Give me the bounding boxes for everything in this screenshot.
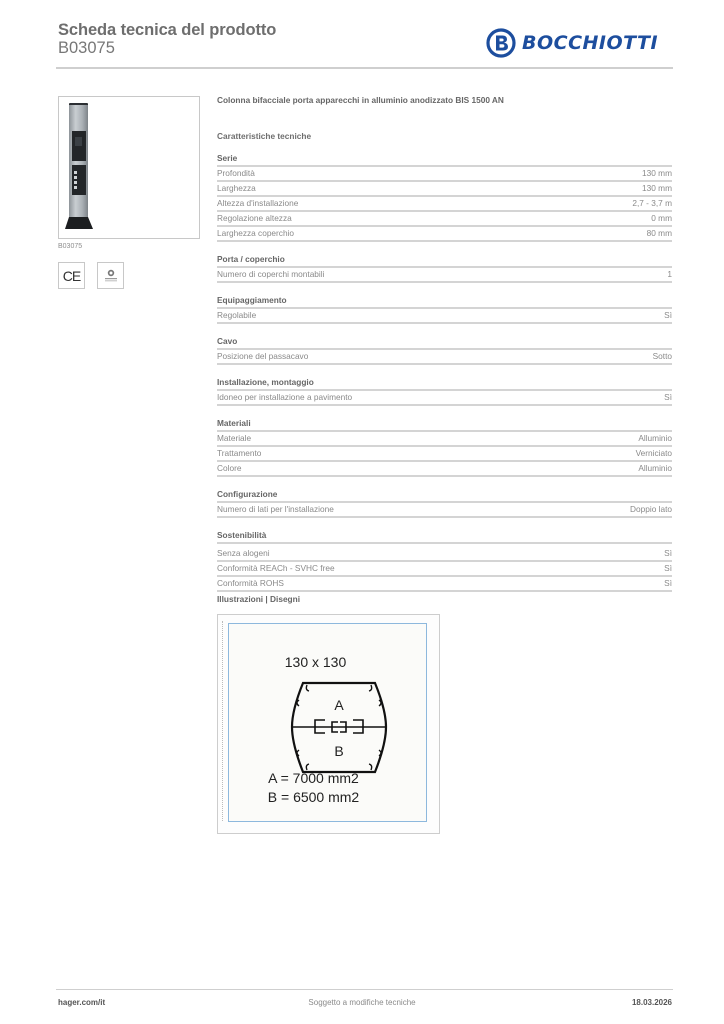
spec-value: 2,7 - 3,7 m — [632, 198, 672, 208]
spec-row — [217, 182, 672, 197]
spec-label: Idoneo per installazione a pavimento — [217, 392, 353, 402]
spec-label: Conformità REACh - SVHC free — [217, 563, 335, 573]
spec-label: Materiale — [217, 433, 252, 443]
spec-row — [217, 350, 672, 365]
spec-row — [217, 268, 672, 283]
spec-label: Profondità — [217, 168, 255, 178]
spec-value: 130 mm — [642, 168, 672, 178]
spec-section-serie — [217, 153, 672, 242]
footer-divider — [56, 989, 673, 990]
column-product-image — [65, 101, 95, 233]
spec-value: 80 mm — [646, 228, 672, 238]
spec-value: Alluminio — [638, 463, 672, 473]
spec-label: Larghezza — [217, 183, 256, 193]
page-title: Scheda tecnica del prodotto — [58, 21, 277, 39]
product-image-frame — [58, 96, 200, 239]
spec-row — [217, 309, 672, 324]
section-title: Equipaggiamento — [217, 295, 672, 309]
spec-label: Larghezza coperchio — [217, 228, 295, 238]
spec-row — [217, 432, 672, 447]
spec-row — [217, 462, 672, 477]
footer-disclaimer: Soggetto a modifiche tecniche — [308, 998, 416, 1007]
drawing-size-label: 130 x 130 — [284, 654, 347, 670]
ce-certification-badge — [58, 262, 85, 289]
spec-row — [217, 577, 672, 592]
spec-label: Trattamento — [217, 448, 262, 458]
section-title: Cavo — [217, 336, 672, 350]
technical-drawing — [217, 614, 440, 834]
spec-section-installazione — [217, 377, 672, 406]
spec-section-porta-coperchio — [217, 254, 672, 283]
spec-value: 0 mm — [651, 213, 672, 223]
spec-label: Altezza d'installazione — [217, 198, 299, 208]
tech-specs-heading: Caratteristiche tecniche — [217, 131, 312, 141]
spec-row — [217, 547, 672, 562]
area-a-label: A = 7000 mm2 — [268, 770, 359, 786]
spec-section-equipaggiamento — [217, 295, 672, 324]
certification-mark-icon — [103, 269, 119, 283]
brand-name: BOCCHIOTTI — [522, 32, 659, 54]
bocchiotti-logo-icon — [486, 28, 516, 58]
spec-content — [217, 93, 672, 592]
spec-section-sostenibilita — [217, 530, 672, 592]
section-title: Porta / coperchio — [217, 254, 672, 268]
product-description: Colonna bifacciale porta apparecchi in alluminio anodizzato BIS 1500 AN — [217, 95, 504, 105]
brand-logo — [486, 28, 658, 58]
spec-value: Verniciato — [635, 448, 672, 458]
section-title: Installazione, montaggio — [217, 377, 672, 391]
spec-label: Regolazione altezza — [217, 213, 292, 223]
spec-value: Alluminio — [638, 433, 672, 443]
spec-value: Sì — [664, 392, 672, 402]
spec-section-configurazione — [217, 489, 672, 518]
cross-section-diagram — [289, 680, 389, 775]
spec-section-cavo — [217, 336, 672, 365]
section-title: Materiali — [217, 418, 672, 432]
spec-label: Conformità ROHS — [217, 578, 284, 588]
spec-value: Doppio lato — [630, 504, 672, 514]
spec-label: Posizione del passacavo — [217, 351, 309, 361]
spec-value: Sì — [664, 578, 672, 588]
spec-value: Sì — [664, 310, 672, 320]
spec-label: Numero di coperchi montabili — [217, 269, 325, 279]
footer-date: 18.03.2026 — [631, 998, 672, 1007]
compartment-a-label: A — [334, 697, 344, 713]
spec-value: 1 — [667, 269, 672, 279]
spec-row — [217, 212, 672, 227]
spec-section-materiali — [217, 418, 672, 477]
spec-value: Sì — [664, 563, 672, 573]
spec-row — [217, 197, 672, 212]
spec-row — [217, 391, 672, 406]
spec-row — [217, 503, 672, 518]
section-title: Serie — [217, 153, 672, 167]
illustrations-heading: Illustrazioni | Disegni — [217, 594, 300, 604]
section-title: Configurazione — [217, 489, 672, 503]
spec-row — [217, 167, 672, 182]
area-b-label: B = 6500 mm2 — [267, 789, 360, 805]
spec-label: Regolabile — [217, 310, 257, 320]
product-image-caption: B03075 — [58, 243, 83, 250]
spec-label: Senza alogeni — [217, 548, 270, 558]
spec-row — [217, 447, 672, 462]
footer-website: hager.com/it — [58, 998, 106, 1007]
compartment-b-label: B — [334, 743, 344, 759]
header-divider — [56, 67, 673, 69]
ce-mark-icon: CE — [62, 267, 81, 284]
spec-label: Numero di lati per l'installazione — [217, 504, 334, 514]
spec-row — [217, 227, 672, 242]
spec-row — [217, 562, 672, 577]
spec-value: 130 mm — [642, 183, 672, 193]
section-title: Sostenibilità — [217, 530, 672, 544]
product-code: B03075 — [58, 39, 115, 57]
spec-label: Colore — [217, 463, 242, 473]
drawing-canvas — [228, 623, 427, 822]
certification-badge — [97, 262, 124, 289]
spec-value: Sotto — [652, 351, 672, 361]
spec-value: Sì — [664, 548, 672, 558]
